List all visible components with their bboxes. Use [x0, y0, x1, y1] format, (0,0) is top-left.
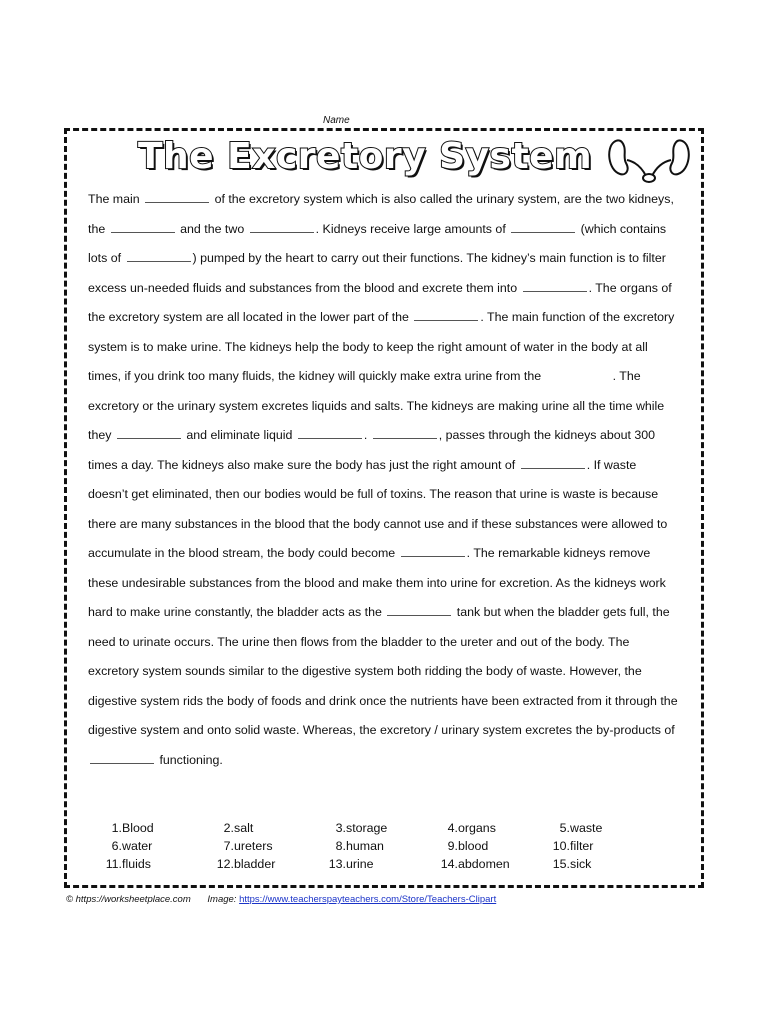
blank-2[interactable]: [111, 219, 175, 232]
passage-segment: and eliminate liquid: [186, 428, 293, 442]
word-bank-item: 7.ureters: [223, 839, 273, 853]
blank-13[interactable]: [401, 544, 465, 557]
blank-5[interactable]: [127, 249, 191, 262]
copyright-text: © https://worksheetplace.com: [66, 894, 191, 905]
blank-8[interactable]: [547, 367, 611, 380]
image-credit-label: Image:: [207, 894, 237, 905]
passage-segment: . Kidneys receive large amounts of: [315, 221, 506, 236]
blank-4[interactable]: [511, 219, 575, 232]
word-bank-item: 9.blood: [447, 839, 489, 853]
passage-segment: . The organs of the excretory system are all located in the lower part of the: [88, 280, 672, 324]
passage-segment: .: [363, 428, 368, 442]
page-title: The Excretory System: [138, 136, 593, 177]
blank-12[interactable]: [521, 455, 585, 468]
passage-segment: ) pumped by the heart to carry out their functions. The kidney’s main function is to filter excess un-needed fluids and substances from the blood and excrete them into: [88, 251, 666, 295]
passage-segment: . The remarkable kidneys remove these undesirable substances from the blood and make them into urine for excretion. As the kidneys work hard to make urine constantly, the bladder acts as the: [88, 546, 666, 619]
word-bank-item: 5.waste: [559, 821, 603, 835]
word-bank-item: 2.salt: [223, 821, 254, 835]
passage-text: [88, 185, 678, 775]
blank-7[interactable]: [414, 308, 478, 321]
blank-10[interactable]: [298, 426, 362, 439]
word-bank-item: 8.human: [335, 839, 384, 853]
word-bank-row: [100, 821, 660, 839]
word-bank-item: 15.sick: [552, 857, 592, 871]
blank-11[interactable]: [373, 426, 437, 439]
passage-segment: of the excretory system which is also called the urinary system, are the two kidneys, the: [88, 192, 674, 236]
word-bank-item: 6.water: [111, 839, 153, 853]
passage-segment: (which contains lots of: [88, 221, 667, 265]
word-bank-row: [100, 857, 660, 875]
word-bank-item: 14.abdomen: [440, 857, 510, 871]
passage-segment: tank but when the bladder gets full, the need to urinate occurs. The urine then flows from the bladder to the ureter and out of the body. The excretory system sounds similar to the digestive system both ridding the body of waste. However, the digestive system rids the body of foods and drink once the nutrients have been extracted from it through the digestive system and onto solid waste. Whereas, the excretory / urinary system excretes the by-products of: [88, 605, 678, 737]
word-bank: [100, 821, 660, 875]
word-bank-item: 4.organs: [447, 821, 496, 835]
word-bank-item: 3.storage: [335, 821, 388, 835]
blank-14[interactable]: [387, 603, 451, 616]
word-bank-item: 10.filter: [552, 839, 594, 853]
kidneys-bladder-icon: [608, 136, 690, 184]
blank-9[interactable]: [117, 426, 181, 439]
blank-6[interactable]: [523, 278, 587, 291]
name-label: Name: [323, 115, 350, 126]
word-bank-item: 1.Blood: [111, 821, 154, 835]
passage-segment: . The main function of the excretory system is to make urine. The kidneys help the body to keep the right amount of water in the body at all times, if you drink too many fluids, the kidney will quickly make extra urine from the: [88, 310, 675, 383]
passage-segment: functioning.: [159, 752, 223, 767]
word-bank-row: [100, 839, 660, 857]
passage-segment: and the two: [180, 221, 245, 236]
blank-15[interactable]: [90, 750, 154, 763]
image-credit-link[interactable]: https://www.teacherspayteachers.com/Store/Teachers-Clipart: [239, 894, 497, 905]
blank-1[interactable]: [145, 190, 209, 203]
passage-segment: The main: [88, 192, 140, 206]
word-bank-item: 12.bladder: [216, 857, 276, 871]
blank-3[interactable]: [250, 219, 314, 232]
footer: [66, 894, 496, 905]
word-bank-item: 11.fluids: [105, 857, 151, 871]
word-bank-item: 13.urine: [328, 857, 374, 871]
passage-segment: . If waste doesn’t get eliminated, then our bodies would be full of toxins. The reason that urine is waste is because there are many substances in the blood that the body cannot use and if these substances were allowed to accumulate in the blood stream, the body could become: [88, 457, 668, 560]
passage-segment: . The excretory or the urinary system excretes liquids and salts. The kidneys are making urine all the time while they: [88, 369, 665, 442]
passage-segment: , passes through the kidneys about 300 times a day. The kidneys also make sure the body has just the right amount of: [88, 428, 656, 472]
